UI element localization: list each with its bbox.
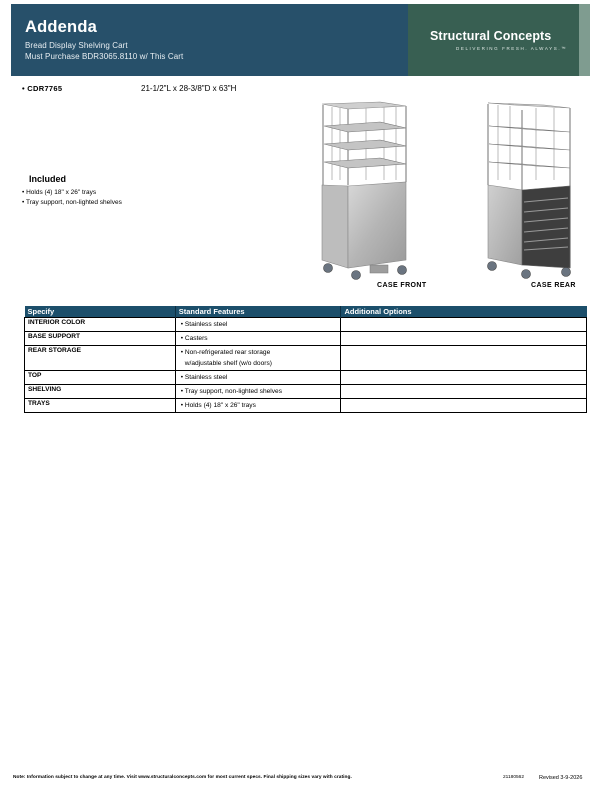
column-header-standard-features: Standard Features (175, 306, 341, 318)
page-header (11, 4, 590, 76)
spec-option (341, 385, 587, 399)
included-section (22, 174, 122, 208)
spec-option (341, 399, 587, 413)
table-row (25, 346, 587, 371)
revision-date: Revised 3-9-2026 (539, 775, 583, 781)
model-code: • CDR7765 (22, 84, 63, 93)
footer-note: Note: Information subject to change at any time. Visit www.structuralconcepts.com for most current specs. Final shipping sizes vary with crating. (13, 775, 352, 780)
spec-label: TRAYS (25, 399, 176, 413)
spec-option (341, 371, 587, 385)
table-row (25, 399, 587, 413)
case-front-caption: CASE FRONT (377, 282, 427, 289)
header-title-block (11, 4, 408, 76)
brand-name: Structural Concepts (430, 29, 552, 43)
document-id: 21180562 (503, 775, 524, 780)
spec-feature: • Holds (4) 18" x 26" trays (175, 399, 341, 413)
spec-label: BASE SUPPORT (25, 332, 176, 346)
spec-feature: • Stainless steel (175, 371, 341, 385)
table-row (25, 385, 587, 399)
product-subtitle: Bread Display Shelving Cart (25, 41, 128, 50)
model-line (22, 84, 236, 93)
spec-feature: • Stainless steel (175, 318, 341, 332)
spec-option (341, 332, 587, 346)
case-rear-caption: CASE REAR (531, 282, 576, 289)
spec-table (24, 306, 587, 413)
case-front-image (318, 100, 410, 280)
brand-logo (408, 4, 579, 76)
spec-feature: • Tray support, non-lighted shelves (175, 385, 341, 399)
header-accent-strip (579, 4, 590, 76)
included-item: • Holds (4) 18" x 26" trays (22, 189, 97, 196)
table-row (25, 332, 587, 346)
table-row (25, 318, 587, 332)
case-rear-image (484, 100, 574, 280)
spec-table-header (25, 306, 587, 318)
included-title: Included (29, 174, 67, 184)
included-item: • Tray support, non-lighted shelves (22, 199, 122, 206)
spec-label: SHELVING (25, 385, 176, 399)
column-header-additional-options: Additional Options (341, 306, 587, 318)
spec-label: TOP (25, 371, 176, 385)
spec-feature-line: • Non-refrigerated rear storage (180, 349, 271, 356)
table-row (25, 371, 587, 385)
spec-feature: • Casters (175, 332, 341, 346)
page-title: Addenda (25, 18, 97, 36)
spec-option (341, 346, 587, 371)
brand-tagline: DELIVERING FRESH. ALWAYS.™ (456, 46, 568, 51)
spec-feature-line: w/adjustable shelf (w/o doors) (184, 360, 272, 367)
spec-label: INTERIOR COLOR (25, 318, 176, 332)
column-header-specify: Specify (25, 306, 176, 318)
spec-feature (175, 346, 341, 371)
spec-option (341, 318, 587, 332)
purchase-requirement: Must Purchase BDR3065.8110 w/ This Cart (25, 52, 184, 61)
model-dimensions: 21-1/2"L x 28-3/8"D x 63"H (141, 84, 237, 93)
spec-label: REAR STORAGE (25, 346, 176, 371)
